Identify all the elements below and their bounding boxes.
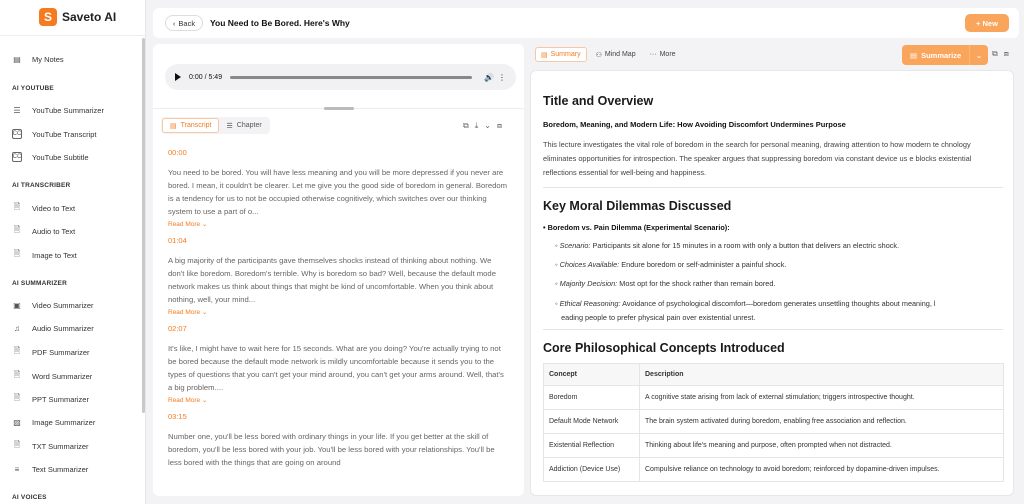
summarize-label: Summarize: [921, 50, 962, 60]
segment-text: You need to be bored. You will have less meaning and you will be more depressed if you never are bored. I mean, it couldn't be clearer. Let me give you the good side of boredom in general. Boredom is a tendency for us to not be occupied otherwise cognitively, which switches over our thinking system to use a part of o...: [168, 168, 508, 216]
back-button[interactable]: [165, 15, 203, 31]
chapter-icon: ☰: [226, 122, 233, 130]
tab-label: Summary: [550, 51, 581, 58]
image-icon: ▨: [13, 417, 21, 427]
timestamp[interactable]: 02:07: [168, 324, 187, 333]
bullet-item: ◦ Majority Decision: Most opt for the shock rather than remain bored.: [555, 279, 776, 288]
transcript-toolbar: [463, 121, 502, 131]
tab-label: Mind Map: [604, 51, 636, 58]
text-icon: ≡: [14, 464, 20, 474]
sidebar-item-label: Image to Text: [32, 250, 77, 260]
transcript-tabs: [161, 117, 270, 134]
ppt-icon: 🗎: [13, 393, 21, 402]
tab-chapter[interactable]: [219, 118, 268, 133]
sidebar-item-txt-summarizer[interactable]: [0, 436, 140, 456]
concepts-heading: Core Philosophical Concepts Introduced: [543, 341, 785, 355]
audio-time: 0:00 / 5:49: [189, 73, 223, 81]
sidebar-item-image-summarizer[interactable]: [0, 412, 140, 432]
transcript-icon: ▤: [170, 122, 177, 130]
summary-toolbar: [992, 49, 1009, 59]
sidebar-item-label: YouTube Subtitle: [32, 152, 89, 162]
translate-icon[interactable]: ⧈: [496, 121, 503, 130]
resize-handle[interactable]: [324, 107, 354, 110]
volume-icon[interactable]: 🔊: [484, 72, 494, 82]
tab-mind-map[interactable]: [591, 47, 641, 62]
sidebar-item-label: Video Summarizer: [32, 300, 94, 310]
video-icon: ▣: [13, 300, 21, 310]
summary-panel: [530, 44, 1019, 496]
section-ai-summarizer: AI SUMMARIZER: [12, 280, 67, 287]
bullet-item: ◦ Scenario: Participants sit alone for 15 minutes in a room with only a button that delivers an electric shock.: [555, 241, 900, 250]
document-icon: 🗎: [13, 249, 21, 258]
header-bar: [153, 8, 1019, 38]
sidebar: [0, 0, 146, 504]
bullet-item: ◦ Ethical Reasoning: Avoidance of psychological discomfort—boredom generates unsettling thoughts about meaning, l eading people to prefer physical pain over existential unrest.: [555, 299, 936, 322]
column-header: Concept: [544, 364, 640, 386]
section-ai-transcriber: AI TRANSCRIBER: [12, 182, 71, 189]
tab-more[interactable]: [645, 47, 681, 62]
transcript-segment: [168, 412, 508, 482]
sidebar-item-youtube-summarizer[interactable]: [0, 100, 140, 120]
txt-icon: 🗎: [13, 440, 21, 449]
table-cell: A cognitive state arising from lack of external stimulation; triggers introspective thought.: [640, 386, 1004, 410]
section-ai-youtube: AI YOUTUBE: [12, 85, 54, 92]
sidebar-item-word-summarizer[interactable]: [0, 366, 140, 386]
tab-label: Transcript: [180, 122, 212, 129]
back-label: Back: [178, 18, 196, 28]
table-cell: Compulsive reliance on technology to avoid boredom; reinforced by dopamine-driven impulses.: [640, 458, 1004, 482]
transcript-segment: [168, 148, 508, 228]
summarize-button[interactable]: [902, 45, 988, 65]
copy-icon[interactable]: ⧉: [992, 49, 998, 58]
transcript-segment: [168, 324, 508, 404]
column-header: Description: [640, 364, 1004, 386]
app-logo[interactable]: [0, 0, 145, 36]
summary-tabs: [535, 47, 681, 62]
sidebar-scrollbar[interactable]: [142, 38, 145, 413]
sidebar-item-label: Image Summarizer: [32, 417, 96, 427]
sidebar-item-ppt-summarizer[interactable]: [0, 389, 140, 409]
sidebar-item-label: YouTube Summarizer: [32, 105, 104, 115]
translate-icon[interactable]: ⧈: [1003, 49, 1009, 58]
document-icon: 🗎: [13, 225, 21, 234]
read-more-link[interactable]: Read More ⌄: [168, 309, 208, 316]
sidebar-item-label: My Notes: [32, 54, 64, 64]
document-icon: 🗎: [13, 202, 21, 211]
table-row: [544, 386, 1004, 410]
section-ai-voices: AI VOICES: [12, 494, 47, 501]
collapse-icon[interactable]: ⌄: [484, 121, 491, 130]
table-cell: Default Mode Network: [544, 410, 640, 434]
table-cell: Boredom: [544, 386, 640, 410]
audio-player[interactable]: [165, 64, 516, 90]
table-header-row: [544, 364, 1004, 386]
table-row: [544, 410, 1004, 434]
divider: [543, 187, 1003, 188]
sidebar-item-my-notes[interactable]: [0, 49, 140, 69]
pdf-icon: 🗎: [13, 346, 21, 355]
overview-heading: Title and Overview: [543, 94, 654, 108]
timestamp[interactable]: 00:00: [168, 148, 187, 157]
sidebar-item-label: Audio Summarizer: [32, 323, 94, 333]
summarize-icon: ▤: [910, 50, 918, 60]
mind-map-icon: ⚇: [595, 51, 602, 59]
sidebar-item-label: YouTube Transcript: [32, 129, 97, 139]
bullet-item: ◦ Choices Available: Endure boredom or self-administer a painful shock.: [555, 260, 787, 269]
transcript-panel: [153, 44, 524, 496]
sidebar-item-label: PDF Summarizer: [32, 347, 90, 357]
sidebar-item-youtube-transcript[interactable]: [0, 124, 140, 144]
table-row: [544, 458, 1004, 482]
sidebar-item-label: Word Summarizer: [32, 371, 93, 381]
app-name: Saveto AI: [62, 10, 117, 24]
segment-text: A big majority of the participants gave themselves shocks instead of thinking about nothing. We don't like boredom. Boredom's terrible. Why is boredom so bad? Well, because the default mode network makes us think about things that might be kind of uncomfortable. When you think about nothing, well, your mind...: [168, 256, 496, 304]
timestamp[interactable]: 01:04: [168, 236, 187, 245]
sidebar-item-pdf-summarizer[interactable]: [0, 342, 140, 362]
sidebar-item-audio-summarizer[interactable]: [0, 318, 140, 338]
new-button[interactable]: + New: [965, 14, 1009, 32]
ellipsis-icon: ···: [649, 51, 657, 58]
word-icon: 🗎: [13, 370, 21, 379]
music-icon: ♫: [14, 323, 20, 333]
tab-label: More: [659, 51, 676, 58]
sidebar-item-audio-to-text[interactable]: [0, 221, 140, 241]
notes-icon: ▤: [13, 54, 21, 64]
audio-progress-bar[interactable]: [230, 76, 472, 79]
sidebar-item-label: TXT Summarizer: [32, 441, 89, 451]
summary-icon: ▤: [541, 51, 548, 59]
copy-icon[interactable]: ⧉: [463, 121, 469, 130]
timestamp[interactable]: 03:15: [168, 412, 187, 421]
overview-text: This lecture investigates the vital role of boredom in the search for personal meaning, drawing attention to how modern te chnology eliminates opportunities for introspection. The speaker argues that suppressing boredom via constant device us e blocks existential reflections essential for well-being and happiness.: [543, 140, 972, 177]
chevron-down-icon[interactable]: ⌄: [975, 50, 983, 60]
tab-transcript[interactable]: [162, 118, 219, 133]
segment-text: It's like, I might have to wait here for 15 seconds. What are you doing? You're actually trying to not be bored because the default mode network is mildly uncomfortable because it sends you to the types of questions that you can't get your mind around, you can't get your arms around. Well, that's a big problem....: [168, 344, 504, 392]
dilemma-title: • Boredom vs. Pain Dilemma (Experimental Scenario):: [543, 223, 730, 232]
summary-content: [530, 70, 1014, 496]
table-cell: Thinking about life's meaning and purpose, often prompted when not distracted.: [640, 434, 1004, 458]
sidebar-item-image-to-text[interactable]: [0, 245, 140, 265]
cc-icon: CC: [12, 154, 22, 160]
sidebar-item-label: Audio to Text: [32, 226, 76, 236]
sidebar-item-label: Video to Text: [32, 203, 76, 213]
table-cell: Addiction (Device Use): [544, 458, 640, 482]
more-vertical-icon[interactable]: ⋮: [498, 72, 506, 82]
page-title: You Need to Be Bored. Here's Why: [210, 18, 350, 28]
segment-text: Number one, you'll be less bored with ordinary things in your life. If you get better at the skill of boredom, you'll be less bored with your job. You'll be less bored with your relationships. You'll be less bored with the things that are going on around: [168, 432, 495, 467]
concepts-table: [543, 363, 1004, 482]
sidebar-item-text-summarizer[interactable]: [0, 459, 140, 479]
sidebar-item-video-summarizer[interactable]: [0, 295, 140, 315]
divider: [543, 329, 1003, 330]
sidebar-item-youtube-subtitle[interactable]: [0, 147, 140, 167]
overview-subtitle: Boredom, Meaning, and Modern Life: How Avoiding Discomfort Undermines Purpose: [543, 120, 846, 129]
tab-summary[interactable]: [535, 47, 587, 62]
transcript-segment: [168, 236, 508, 316]
table-row: [544, 434, 1004, 458]
logo-icon: S: [39, 8, 57, 26]
transcript-list: [168, 148, 508, 490]
chevron-left-icon: ‹: [172, 18, 176, 28]
sidebar-item-label: PPT Summarizer: [32, 394, 89, 404]
download-icon[interactable]: ⤓: [474, 121, 479, 130]
table-cell: The brain system activated during boredom, enabling free association and reflection.: [640, 410, 1004, 434]
play-icon[interactable]: [175, 73, 181, 81]
dilemmas-heading: Key Moral Dilemmas Discussed: [543, 199, 732, 213]
list-icon: ☰: [13, 105, 21, 115]
sidebar-item-video-to-text[interactable]: [0, 198, 140, 218]
cc-icon: CC: [12, 131, 22, 137]
tab-label: Chapter: [236, 122, 262, 129]
table-cell: Existential Reflection: [544, 434, 640, 458]
read-more-link[interactable]: Read More ⌄: [168, 397, 208, 404]
read-more-link[interactable]: Read More ⌄: [168, 221, 208, 228]
sidebar-item-label: Text Summarizer: [32, 464, 89, 474]
